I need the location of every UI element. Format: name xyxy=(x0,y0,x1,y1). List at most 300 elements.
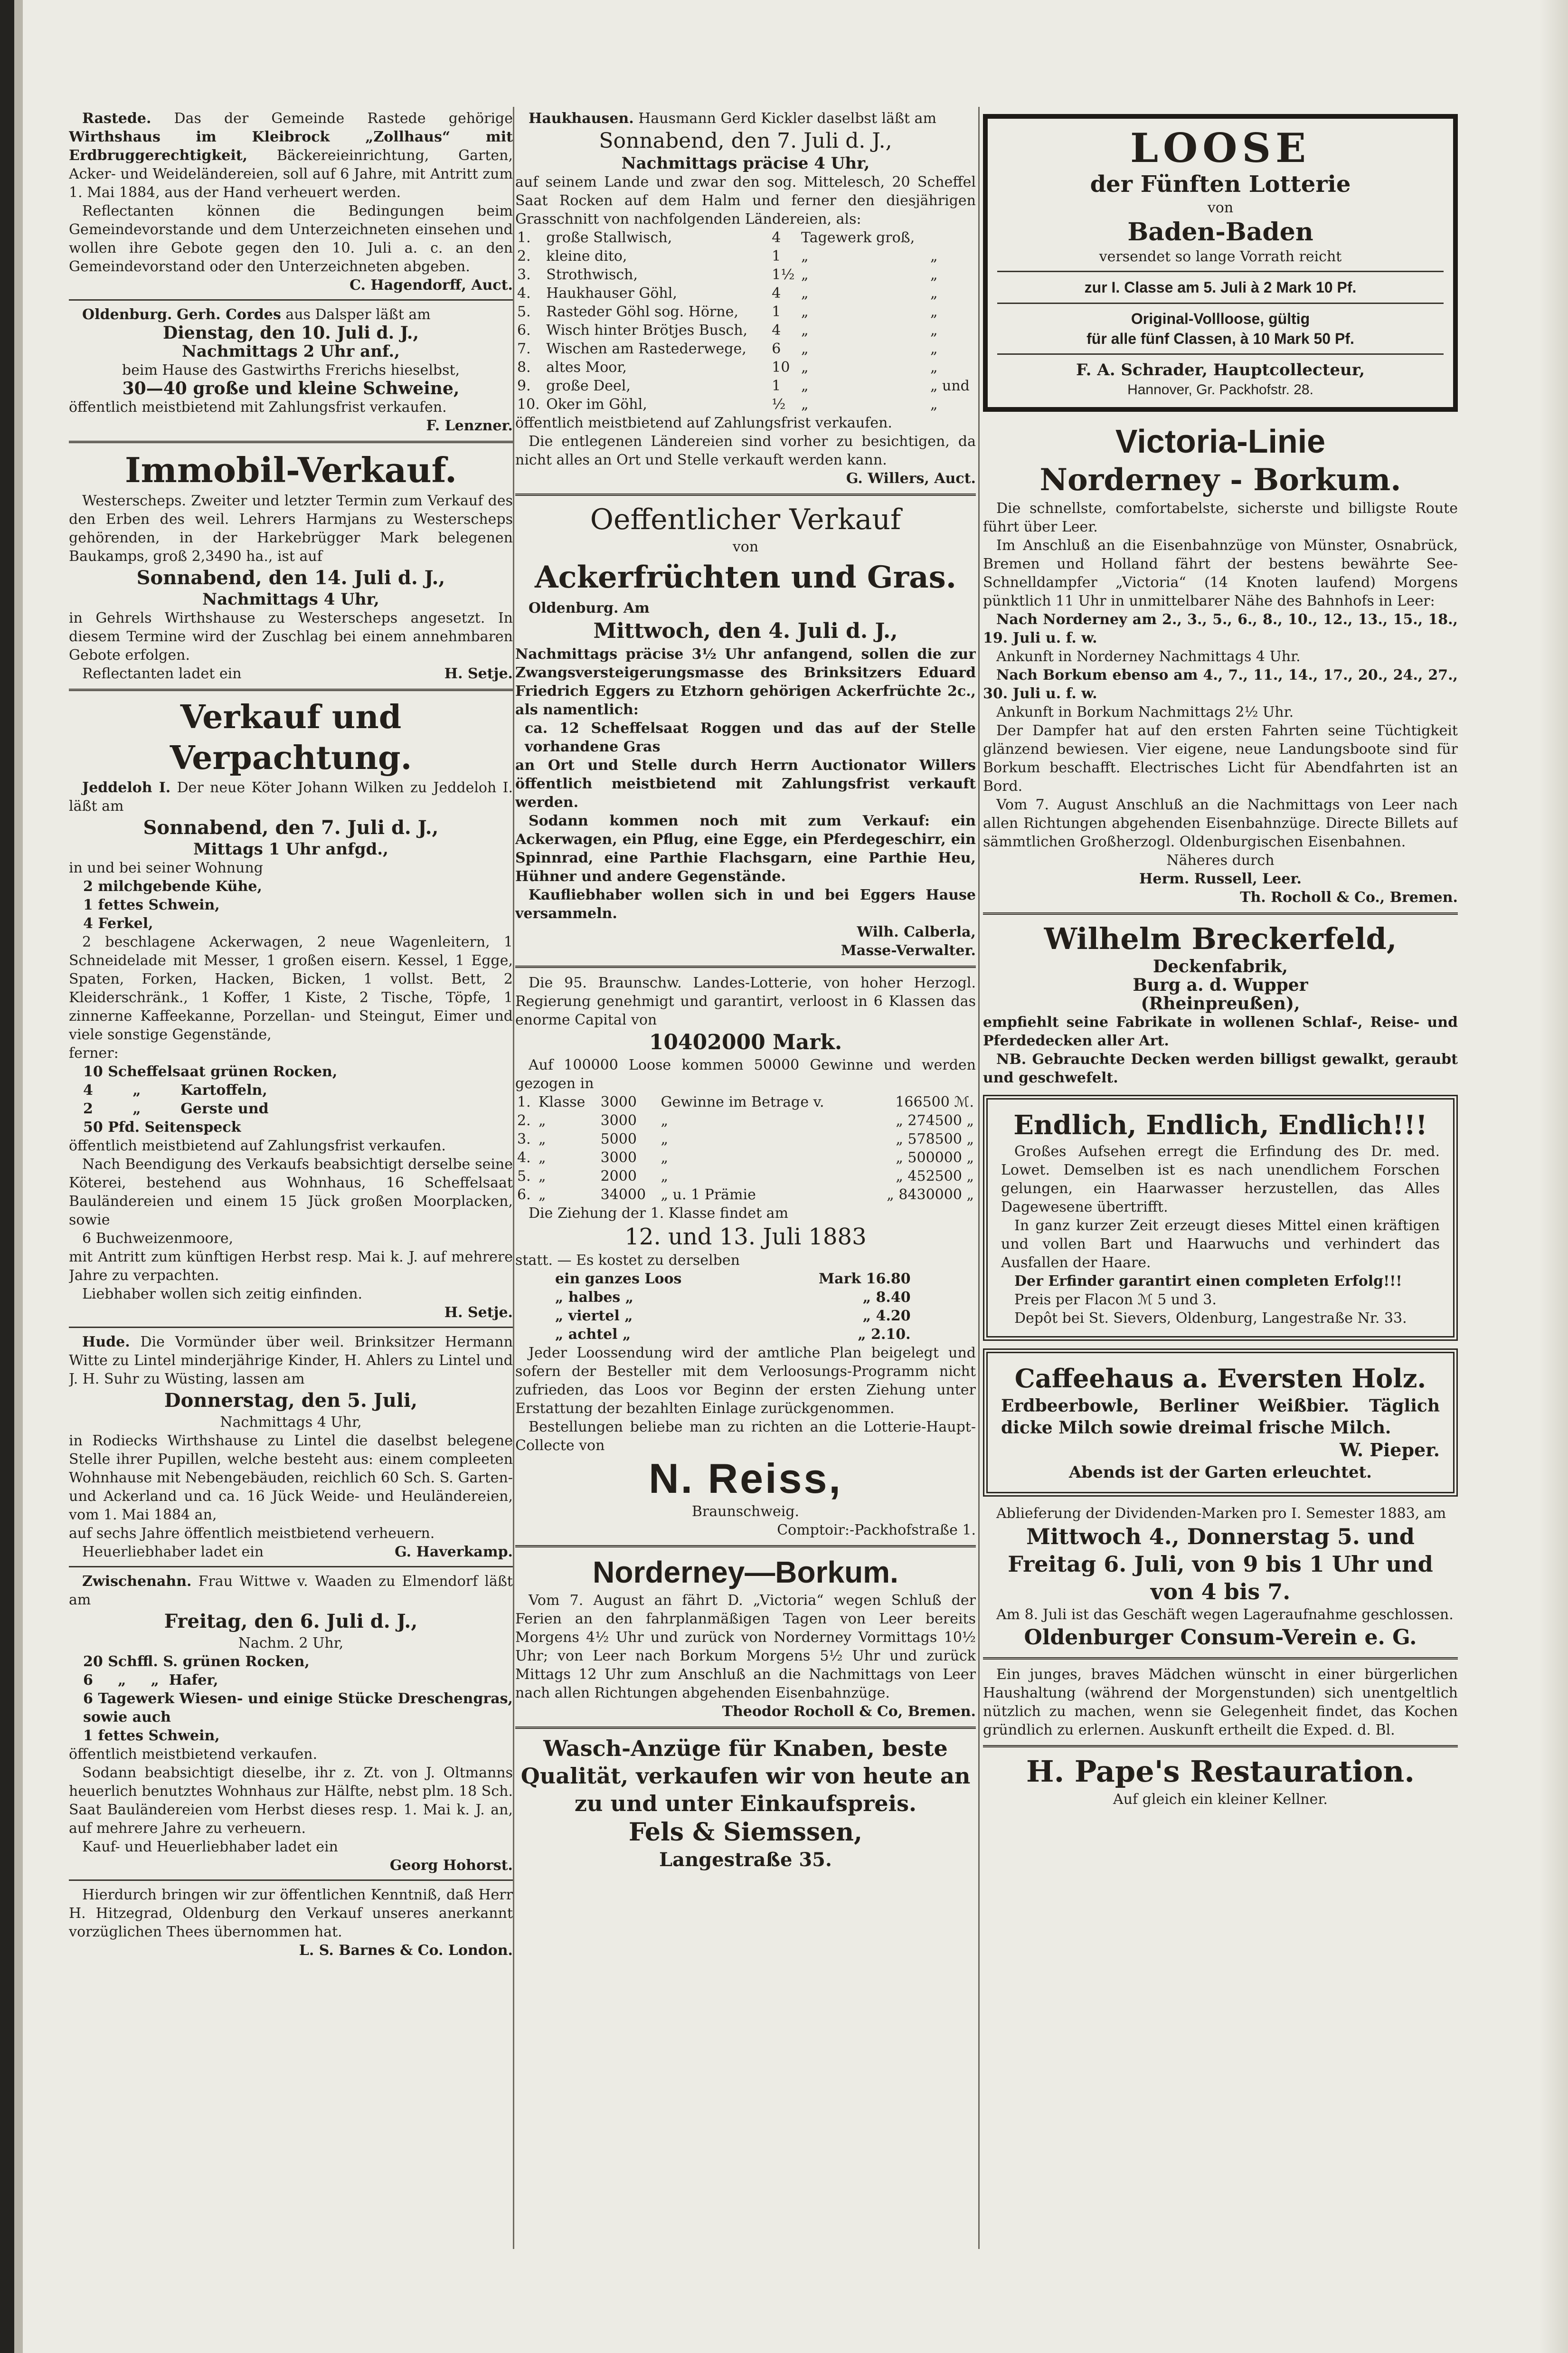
ad-amount: 10402000 Mark. xyxy=(649,1030,842,1054)
ad-time: Nachmittags präcise 4 Uhr, xyxy=(621,154,870,173)
ad-text: in und bei seiner Wohnung xyxy=(69,860,263,876)
cell: „ xyxy=(930,304,938,320)
cell: „ 8.40 xyxy=(862,1289,911,1306)
table-row xyxy=(515,247,976,266)
table-row xyxy=(553,1270,913,1288)
ad-signature: Theodor Rocholl & Co, Bremen. xyxy=(722,1703,976,1720)
ad-text: Depôt bei St. Sievers, Oldenburg, Langestraße Nr. 33. xyxy=(1014,1310,1407,1327)
ad-wasch-anzuege xyxy=(515,1735,976,1872)
cell: ein ganzes Loos xyxy=(555,1271,682,1287)
ad-text: Ankunft in Norderney Nachmittags 4 Uhr. xyxy=(996,648,1301,665)
cell: 4 xyxy=(772,229,781,246)
ad-immobil-verkauf xyxy=(69,449,513,683)
cell: 3000 xyxy=(600,1094,637,1110)
ad-braunschweig-lotterie xyxy=(515,974,976,1539)
ad-text: Jeder Loossendung wird der amtliche Plan beigelegt und sofern der Besteller mit dem Verloosungs-Programm nicht zufrieden, das Loos vor Beginn der ersten Ziehung unter Erstattung der bezahlten Einlage zurückgenommen. xyxy=(515,1345,976,1417)
table-row xyxy=(515,303,976,321)
column-rule-2 xyxy=(978,107,980,2249)
ad-text: Der neue Köter Johann Wilken zu Jeddeloh I. läßt am xyxy=(69,779,513,815)
ad-text: ferner: xyxy=(69,1045,119,1062)
cell: 3000 xyxy=(600,1112,637,1129)
ad-text: Hausmann Gerd Kickler daselbst läßt am xyxy=(633,110,936,127)
divider xyxy=(69,689,513,691)
ad-date: Dienstag, den 10. Juli d. J., xyxy=(162,323,419,343)
cell: 2. xyxy=(517,1112,531,1129)
cell: „ 500000 „ xyxy=(896,1149,974,1166)
ad-text: Die schnellste, comfortabelste, sicherste und billigste Route führt über Leer. xyxy=(983,500,1458,535)
cell: „ 8430000 „ xyxy=(887,1186,974,1203)
divider xyxy=(515,493,976,496)
cell: „ und xyxy=(930,378,970,394)
ad-heading: Immobil-Verkauf. xyxy=(124,450,457,490)
cell: „ xyxy=(661,1168,669,1185)
cell: „ viertel „ xyxy=(555,1308,633,1324)
ad-text: Preis per Flacon ℳ 5 und 3. xyxy=(1014,1291,1217,1308)
ad-date: Mittwoch, den 4. Juli d. J., xyxy=(593,619,898,643)
cell: Oker im Göhl, xyxy=(546,396,647,413)
ad-signature: C. Hagendorff, Auct. xyxy=(349,277,513,294)
ad-text: Der Dampfer hat auf den ersten Fahrten seine Tüchtigkeit glänzend bewiesen. Vier eigene, neue Landungsboote sind für Borkum beschafft. Electrisches Licht für Abendfahrten ist an Bord. xyxy=(983,722,1458,795)
cell: 1 xyxy=(772,248,781,265)
ad-text: in Rodiecks Wirthshause zu Lintel die daselbst belegene Stelle ihrer Pupillen, welche besteht aus: einem compleeten Wohnhause mit Nebengebäuden, reichlich 60 Sch. S. Garten- und Ackerland und ca. 16 Jück Weide- und Heuländereien, vom 1. Mai 1884 an, xyxy=(69,1433,513,1523)
cell: große Deel, xyxy=(546,378,631,394)
cell: „ xyxy=(801,341,809,357)
cell: altes Moor, xyxy=(546,359,627,376)
divider xyxy=(983,912,1458,915)
table-row xyxy=(515,266,976,284)
ad-time: Mittags 1 Uhr anfgd., xyxy=(193,840,388,859)
ad-date: 12. und 13. Juli 1883 xyxy=(624,1224,867,1250)
ad-text: Nach Borkum ebenso am 4., 7., 11., 14., 17., 20., 24., 27., 30. Juli u. f. w. xyxy=(983,667,1458,702)
table-row xyxy=(515,321,976,340)
divider xyxy=(983,1745,1458,1747)
divider xyxy=(69,299,513,301)
ad-text: Kauf- und Heuerliebhaber ladet ein xyxy=(82,1839,338,1855)
ad-text: Am 8. Juli ist das Geschäft wegen Lageraufnahme geschlossen. xyxy=(996,1606,1454,1623)
cell: „ xyxy=(538,1149,546,1166)
price-table xyxy=(553,1270,913,1344)
ad-text: öffentlich meistbietend auf Zahlungsfrist verkaufen. xyxy=(515,415,892,431)
ad-time: Nachmittags 2 Uhr anf., xyxy=(181,342,400,361)
ad-text: mit Antritt zum künftigen Herbst resp. Mai k. J. auf mehrere Jahre zu verpachten. xyxy=(69,1249,513,1284)
cell: 2000 xyxy=(600,1168,637,1185)
cell: Tagewerk groß, xyxy=(801,229,915,246)
table-row xyxy=(553,1325,913,1344)
ad-loose-baden-baden xyxy=(983,114,1458,412)
ad-text: zur I. Classe am 5. Juli à 2 Mark 10 Pf. xyxy=(1084,279,1357,296)
ad-text: öffentlich meistbietend auf Zahlungsfrist verkaufen. xyxy=(69,1138,446,1154)
ad-zwischenahn xyxy=(69,1572,513,1875)
ad-text: Die Vormünder über weil. Brinksitzer Hermann Witte zu Lintel minderjährige Kinder, H. Ahlers zu Lintel und J. H. Suhr zu Wüsting, lassen am xyxy=(69,1334,513,1387)
ad-bold: Erdbruggerechtigkeit, xyxy=(69,147,248,164)
divider xyxy=(69,1879,513,1881)
cell: 6 xyxy=(772,341,781,357)
ad-signature: W. Pieper. xyxy=(1340,1439,1440,1461)
ad-text: Deckenfabrik, xyxy=(1152,957,1288,977)
cell xyxy=(928,228,976,247)
cell: „ xyxy=(930,248,938,265)
ad-text: Sodann kommen noch mit zum Verkauf: ein Ackerwagen, ein Pflug, eine Egge, ein Pferdegeschirr, ein Spinnrad, eine Parthie Flachsgarn, eine Parthie Heu, Hühner und andere Gegenstände. xyxy=(515,813,976,885)
ad-heading: Norderney - Borkum. xyxy=(1039,462,1401,498)
ad-oldenburg-cordes xyxy=(69,305,513,435)
ad-logo: N. Reiss, xyxy=(649,1455,842,1502)
ad-text: auf sechs Jahre öffentlich meistbietend verheuern. xyxy=(69,1525,435,1542)
ad-heading: Wilhelm Breckerfeld, xyxy=(1044,921,1397,956)
table-row xyxy=(515,1186,976,1204)
cell: „ xyxy=(538,1131,546,1148)
ad-text: Bäckereieinrichtung, Garten, Acker- und Weideländereien, soll auf 6 Jahre, mit Antritt zum 1. Mai 1884, aus der Hand verheuert werden. xyxy=(69,147,513,201)
ad-bold: Wirthshaus im Kleibrock „Zollhaus“ mit xyxy=(69,129,513,145)
ad-text: Original-Vollloose, gültig xyxy=(1131,310,1310,327)
ad-signature: L. S. Barnes & Co. London. xyxy=(299,1942,513,1959)
ad-text: Das der Gemeinde Rastede gehörige xyxy=(151,110,513,127)
ad-breckerfeld xyxy=(983,920,1458,1087)
ad-maedchen xyxy=(983,1665,1458,1739)
ad-text: beim Hause des Gastwirths Frerichs hieselbst, xyxy=(122,362,460,379)
ad-oeffentlicher-verkauf xyxy=(515,502,976,960)
ad-text: Frau Wittwe v. Waaden zu Elmendorf läßt am xyxy=(69,1573,513,1608)
ad-bold: Gerh. Cordes xyxy=(176,306,281,323)
ad-text: von xyxy=(732,539,759,555)
cell: „ xyxy=(930,341,938,357)
cell: 3. xyxy=(517,266,531,283)
table-row xyxy=(515,395,976,414)
ad-text: Bestellungen beliebe man zu richten an die Lotterie-Haupt-Collecte von xyxy=(515,1419,976,1454)
ad-text: öffentlich meistbietend mit Zahlungsfrist verkaufen. xyxy=(69,399,447,416)
ad-text: NB. Gebrauchte Decken werden billigst gewalkt, geraubt und geschwefelt. xyxy=(983,1051,1458,1086)
ad-lead: Haukhausen. xyxy=(529,110,634,127)
ad-text: Ankunft in Borkum Nachmittags 2½ Uhr. xyxy=(996,704,1294,721)
table-row xyxy=(515,1111,976,1130)
ad-signature: H. Setje. xyxy=(444,1304,513,1321)
ad-text: Großes Aufsehen erregt die Erfindung des Dr. med. Lowet. Demselben ist es nach unendlichem Forschen gelungen, ein Haarwasser herzustellen, das Alles Dagewesene übertrifft. xyxy=(1001,1143,1440,1215)
cell: Wischen am Rastederwege, xyxy=(546,341,746,357)
cell: „ xyxy=(801,304,809,320)
cell: 1 xyxy=(772,304,781,320)
cell: „ xyxy=(801,396,809,413)
ad-lead: Hude. xyxy=(82,1334,130,1350)
ad-text: für alle fünf Classen, à 10 Mark 50 Pf. xyxy=(1086,330,1354,347)
cell: 2. xyxy=(517,248,531,265)
ad-heading: Baden-Baden xyxy=(1127,218,1313,247)
ad-text: ca. 12 Scheffelsaat Roggen und das auf der Stelle vorhandene Gras xyxy=(525,720,976,755)
cell: Wisch hinter Brötjes Busch, xyxy=(546,322,748,339)
ad-text: Erdbeerbowle, Berliner Weißbier. Täglich dicke Milch sowie dreimal frische Milch. xyxy=(1001,1396,1440,1438)
cell: 4. xyxy=(517,1149,531,1166)
cell: ½ xyxy=(772,396,786,413)
ad-text: Die Ziehung der 1. Klasse findet am xyxy=(529,1205,789,1222)
ad-date: Sonnabend, den 14. Juli d. J., xyxy=(136,567,445,589)
cell: 10 xyxy=(772,359,790,376)
cell: 3. xyxy=(517,1131,531,1148)
cell: 8. xyxy=(517,359,531,376)
table-row xyxy=(553,1307,913,1325)
table-row xyxy=(553,1288,913,1307)
ad-signature: H. Setje. xyxy=(444,665,513,682)
ad-heading: Oeffentlicher Verkauf xyxy=(590,503,901,536)
ad-text: an Ort und Stelle durch Herrn Auctionator Willers öffentlich meistbietend mit Zahlungsfrist verkauft werden. xyxy=(515,757,976,811)
ad-norderney-borkum xyxy=(515,1553,976,1721)
cell: „ xyxy=(930,285,938,302)
table-row xyxy=(515,228,976,247)
ad-text: Auf 100000 Loose kommen 50000 Gewinne und werden gezogen in xyxy=(515,1057,976,1092)
ad-date: Sonnabend, den 7. Juli d. J., xyxy=(143,816,439,839)
ad-heading: Endlich, Endlich, Endlich!!! xyxy=(1013,1110,1427,1141)
ad-caffeehaus xyxy=(983,1348,1458,1497)
ad-lead: Jeddeloh I. xyxy=(82,779,171,796)
cell: „ xyxy=(661,1112,669,1129)
ad-text: in Gehrels Wirthshause zu Westerscheps angesetzt. In diesem Termine wird der Zuschlag bei einem annehmbaren Gebote erfolgen. xyxy=(69,610,513,664)
ad-signature: Georg Hohorst. xyxy=(389,1857,513,1874)
ad-signature: G. Haverkamp. xyxy=(395,1544,513,1560)
column-3 xyxy=(983,109,1458,2342)
ad-text: Braunschweig. xyxy=(691,1503,800,1520)
column-1 xyxy=(69,109,513,2342)
divider xyxy=(997,353,1444,355)
ad-heading: Ackerfrüchten und Gras. xyxy=(534,560,957,595)
ad-lead: Oldenburg. Am xyxy=(529,600,650,617)
ad-text: In ganz kurzer Zeit erzeugt dieses Mittel einen kräftigen und vollen Bart und Haarwuchs und verhindert das Ausfallen der Haare. xyxy=(1001,1217,1440,1271)
ad-text: aus Dalsper läßt am xyxy=(281,306,431,323)
cell: 5000 xyxy=(600,1131,637,1148)
list-item: 10 Scheffelsaat grünen Rocken, xyxy=(83,1063,338,1080)
ad-consum-verein xyxy=(983,1504,1458,1651)
scan-edge-dark xyxy=(0,0,14,2353)
ad-lead: Oldenburg. xyxy=(82,306,172,323)
ad-rastede xyxy=(69,109,513,294)
ad-time: Nachm. 2 Uhr, xyxy=(238,1635,344,1651)
ad-victoria-linie xyxy=(983,421,1458,907)
ad-date: Sonnabend, den 7. Juli d. J., xyxy=(599,129,892,153)
ad-text: 6 Buchweizenmoore, xyxy=(82,1230,234,1247)
ad-text: Heuerliebhaber ladet ein xyxy=(82,1544,264,1560)
cell: „ xyxy=(538,1186,546,1203)
cell: „ xyxy=(801,322,809,339)
cell: „ xyxy=(538,1168,546,1185)
ad-heading: Wasch-Anzüge für Knaben, beste Qualität, verkaufen wir von heute an zu und unter Einkaufspreis. xyxy=(520,1736,971,1816)
list-item: 20 Schffl. S. grünen Rocken, xyxy=(83,1653,310,1670)
ad-text: Auf gleich ein kleiner Kellner. xyxy=(1113,1791,1328,1808)
ad-text: Vom 7. August Anschluß an die Nachmittags von Leer nach allen Richtungen abgehenden Eisenbahnzüge. Directe Billets auf sämmtlichen Großherzogl. Oldenburgischen Eisenbahnen. xyxy=(983,797,1458,850)
ad-date: Mittwoch 4., Donnerstag 5. und Freitag 6. Juli, von 9 bis 1 Uhr und von 4 bis 7. xyxy=(1008,1524,1433,1604)
cell: „ achtel „ xyxy=(555,1326,631,1343)
ad-text: von xyxy=(1207,199,1234,216)
ad-text: Burg a. d. Wupper xyxy=(1133,975,1308,995)
ad-text: Der Erfinder garantirt einen completen Erfolg!!! xyxy=(1014,1273,1402,1290)
ad-verkauf-verpachtung xyxy=(69,697,513,1322)
list-item: 6 Tagewerk Wiesen- und einige Stücke Dreschengras, sowie auch xyxy=(83,1690,513,1726)
cell: Strothwisch, xyxy=(546,266,638,283)
ad-text: Nachmittags präcise 3½ Uhr anfangend, sollen die zur Zwangsversteigerungsmasse des Brinksitzers Eduard Friedrich Eggers zu Etzhorn gehörigen Ackerfrüchte 2c., als namentlich: xyxy=(515,646,976,718)
ad-signature: F. A. Schrader, Hauptcollecteur, xyxy=(1076,361,1365,380)
cell: „ 452500 „ xyxy=(896,1168,974,1185)
ad-heading: Victoria-Linie xyxy=(1115,423,1326,460)
table-row xyxy=(515,1148,976,1167)
cell: „ xyxy=(801,378,809,394)
ad-text: Reflectanten können die Bedingungen beim Gemeindevorstande und dem Unterzeichneten einsehen und wollen ihre Gebote gegen den 10. Juli a. c. an den Gemeindevorstand oder den Unterzeichneten abgeben. xyxy=(69,203,513,275)
cell: „ xyxy=(930,359,938,376)
divider xyxy=(69,1566,513,1567)
table-row xyxy=(515,1093,976,1111)
ad-text: Die 95. Braunschw. Landes-Lotterie, von hoher Herzogl. Regierung genehmigt und garantirt, verloost in 6 Klassen das enorme Capital von xyxy=(515,975,976,1028)
cell: 1. xyxy=(517,1094,531,1110)
cell: „ xyxy=(930,322,938,339)
cell: 4. xyxy=(517,285,531,302)
ad-signature: Th. Rocholl & Co., Bremen. xyxy=(1240,889,1458,906)
cell: 1. xyxy=(517,229,531,246)
ad-time: Nachmittags 4 Uhr, xyxy=(220,1414,362,1431)
cell: „ 274500 „ xyxy=(896,1112,974,1129)
cell: Haukhauser Göhl, xyxy=(546,285,677,302)
table-row xyxy=(515,1167,976,1186)
ad-barnes xyxy=(69,1886,513,1960)
cell: „ xyxy=(801,285,809,302)
cell: 10. xyxy=(517,396,540,413)
ad-lead: Rastede. xyxy=(82,110,151,127)
divider xyxy=(69,441,513,443)
ad-signature: Oldenburger Consum-Verein e. G. xyxy=(1024,1625,1417,1650)
ad-signature: Masse-Verwalter. xyxy=(841,942,976,959)
ad-text: Die entlegenen Ländereien sind vorher zu besichtigen, da nicht alles an Ort und Stelle verkauft werden kann. xyxy=(515,433,976,468)
ad-date: Freitag, den 6. Juli d. J., xyxy=(164,1610,418,1632)
cell: „ xyxy=(538,1112,546,1129)
cell: „ xyxy=(801,266,809,283)
ad-signature: Wilh. Calberla, xyxy=(857,924,976,940)
ad-text: statt. — Es kostet zu derselben xyxy=(515,1252,740,1269)
list-item: 4 „ Kartoffeln, xyxy=(83,1082,267,1099)
ad-text: Im Anschluß an die Eisenbahnzüge von Münster, Osnabrück, Bremen und Holland fährt der bestens bewährte See-Schnelldampfer „Victoria“ (14 Knoten laufend) Morgens pünktlich 11 Uhr in unmittelbarer Nähe des Bahnhofs in Leer: xyxy=(983,537,1458,609)
ad-text: Ablieferung der Dividenden-Marken pro I. Semester 1883, am xyxy=(996,1505,1446,1522)
ad-text: Liebhaber wollen sich zeitig einfinden. xyxy=(82,1286,363,1302)
ad-text: Nach Beendigung des Verkaufs beabsichtigt derselbe seine Köterei, bestehend aus Wohnhaus, 16 Scheffelsaat Bauländereien und einem 15 Jück großen Moorplacken, sowie xyxy=(69,1156,513,1228)
table-row xyxy=(515,340,976,358)
ad-heading: Norderney—Borkum. xyxy=(593,1555,898,1589)
divider xyxy=(69,1327,513,1328)
list-item: 6 „ „ Hafer, xyxy=(83,1672,218,1689)
ad-text: öffentlich meistbietend verkaufen. xyxy=(69,1746,318,1763)
cell: 7. xyxy=(517,341,531,357)
ad-text: Hierdurch bringen wir zur öffentlichen Kenntniß, daß Herr H. Hitzegrad, Oldenburg den Verkauf unseres anerkannt vorzüglichen Thees übernommen hat. xyxy=(69,1887,513,1940)
ad-text: (Rheinpreußen), xyxy=(1141,994,1300,1014)
cell: „ xyxy=(661,1149,669,1166)
ad-text: Sodann beabsichtigt dieselbe, ihr z. Zt. von J. Oltmanns heuerlich benutztes Wohnhaus zur Hälfte, nebst plm. 18 Sch. Saat Bauländereien vom Herbst dieses resp. 1. Mai k. J. an, auf mehrere Jahre zu verheuern. xyxy=(69,1765,513,1837)
cell: 4 xyxy=(772,285,781,302)
cell: „ u. 1 Prämie xyxy=(661,1186,756,1203)
ad-text: versendet so lange Vorrath reicht xyxy=(1099,248,1342,265)
ad-logo: LOOSE xyxy=(1130,124,1311,171)
cell: 9. xyxy=(517,378,531,394)
divider xyxy=(997,271,1444,272)
ad-text: empfiehlt seine Fabrikate in wollenen Schlaf-, Reise- und Pferdedecken aller Art. xyxy=(983,1014,1458,1049)
cell: „ xyxy=(801,359,809,376)
cell: 6. xyxy=(517,322,531,339)
cell: „ 2.10. xyxy=(858,1326,911,1343)
ad-hude xyxy=(69,1333,513,1561)
list-item: 1 fettes Schwein, xyxy=(83,897,220,913)
divider xyxy=(515,1545,976,1547)
column-2 xyxy=(515,109,976,2342)
divider xyxy=(515,1727,976,1729)
scan-edge-light xyxy=(14,0,23,2353)
ad-heading: H. Pape's Restauration. xyxy=(1026,1754,1415,1789)
cell: „ 4.20 xyxy=(862,1308,911,1324)
ad-haarwasser xyxy=(983,1095,1458,1341)
ad-heading: Verkauf und Verpachtung. xyxy=(170,698,412,777)
cell: 5. xyxy=(517,1168,531,1185)
cell: „ halbes „ xyxy=(555,1289,633,1306)
cell: Rasteder Göhl sog. Hörne, xyxy=(546,304,738,320)
cell: Klasse xyxy=(538,1094,586,1110)
divider xyxy=(515,966,976,968)
list-item: 50 Pfd. Seitenspeck xyxy=(83,1119,241,1136)
cell: Gewinne im Betrage v. xyxy=(661,1094,824,1110)
cell: kleine dito, xyxy=(546,248,627,265)
ad-firm: Fels & Siemssen, xyxy=(628,1818,863,1847)
table-row xyxy=(515,1130,976,1148)
ad-text: Kaufliebhaber wollen sich in und bei Eggers Hause versammeln. xyxy=(515,887,976,922)
table-row xyxy=(515,284,976,303)
cell: „ xyxy=(801,248,809,265)
ad-text: 2 beschlagene Ackerwagen, 2 neue Wagenleitern, 1 Schneidelade mit Messer, 1 großen eisern. Kessel, 1 Egge, Spaten, Forken, Hacken, Bicken, 1 vollst. Bett, 2 Kleiderschränk., 1 Koffer, 1 Kiste, 2 Tische, Töpfe, 1 zinnerne Kaffeekanne, Porzellan- und Steingut, Eimer und viele sonstige Gegenstände, xyxy=(69,934,513,1043)
ad-heading: der Fünften Lotterie xyxy=(1090,171,1351,198)
ad-lead: Zwischenahn. xyxy=(82,1573,192,1590)
cell: 34000 xyxy=(600,1186,646,1203)
ad-date: Donnerstag, den 5. Juli, xyxy=(164,1389,418,1412)
cell: 3000 xyxy=(600,1149,637,1166)
cell: 4 xyxy=(772,322,781,339)
ad-bold: 30—40 große und kleine Schweine, xyxy=(122,379,460,398)
ad-pape-restauration xyxy=(983,1753,1458,1809)
list-item: 2 milchgebende Kühe, xyxy=(83,878,262,895)
divider xyxy=(997,303,1444,304)
ad-heading: Caffeehaus a. Eversten Holz. xyxy=(1014,1363,1426,1394)
ad-text: Nach Norderney am 2., 3., 5., 6., 8., 10., 12., 13., 15., 18., 19. Juli u. f. w. xyxy=(983,611,1458,646)
table-row xyxy=(515,358,976,377)
cell: 166500 ℳ. xyxy=(895,1094,974,1110)
cell: „ xyxy=(930,396,938,413)
scan-edge-right xyxy=(1540,0,1568,2353)
ad-address: Hannover, Gr. Packhofstr. 28. xyxy=(1127,382,1313,398)
list-item: 1 fettes Schwein, xyxy=(83,1727,220,1744)
divider xyxy=(983,1657,1458,1660)
column-rule-1 xyxy=(513,107,514,2249)
ad-haukhausen xyxy=(515,109,976,488)
ad-signature: F. Lenzner. xyxy=(426,417,513,434)
cell: 1½ xyxy=(772,266,795,283)
ad-address: Comptoir:-Packhofstraße 1. xyxy=(777,1522,976,1538)
list-item: 4 Ferkel, xyxy=(83,915,153,932)
ad-signature: G. Willers, Auct. xyxy=(846,470,976,487)
ad-address: Langestraße 35. xyxy=(659,1849,832,1871)
prize-table xyxy=(515,1093,976,1204)
cell: 6. xyxy=(517,1186,531,1203)
ad-time: Nachmittags 4 Uhr, xyxy=(202,590,379,609)
ad-signature: Herm. Russell, Leer. xyxy=(1139,871,1302,887)
ad-text: Abends ist der Garten erleuchtet. xyxy=(1069,1463,1372,1482)
cell: „ 578500 „ xyxy=(896,1131,974,1148)
ad-text: Reflectanten ladet ein xyxy=(82,665,242,682)
cell: große Stallwisch, xyxy=(546,229,672,246)
ad-text: Vom 7. August an fährt D. „Victoria“ wegen Schluß der Ferien an den fahrplanmäßigen Tagen von Leer bereits Morgens 4½ Uhr und zurück von Norderney Vormittags 10½ Uhr; von Leer nach Borkum Morgens 5½ Uhr und zurück Mittags 12 Uhr zum Anschluß an die Nachmittags von Leer nach allen Richtungen abgehenden Eisenbahnzüge. xyxy=(515,1592,976,1701)
ad-text: auf seinem Lande und zwar den sog. Mittelesch, 20 Scheffel Saat Rocken auf dem Halm und ferner den diesjährigen Grasschnitt von nachfolgenden Ländereien, als: xyxy=(515,174,976,228)
ad-text: Näheres durch xyxy=(1166,852,1275,869)
cell: 1 xyxy=(772,378,781,394)
ad-text: Ein junges, braves Mädchen wünscht in einer bürgerlichen Haushaltung (während der Morgenstunden) sich unentgeltlich nützlich zu machen, wenn sie Gelegenheit findet, das Kochen gründlich zu erlernen. Auskunft ertheilt die Exped. d. Bl. xyxy=(983,1666,1458,1738)
table-row xyxy=(515,377,976,395)
land-table xyxy=(515,228,976,414)
list-item: 2 „ Gerste und xyxy=(83,1101,269,1117)
cell: „ xyxy=(661,1131,669,1148)
